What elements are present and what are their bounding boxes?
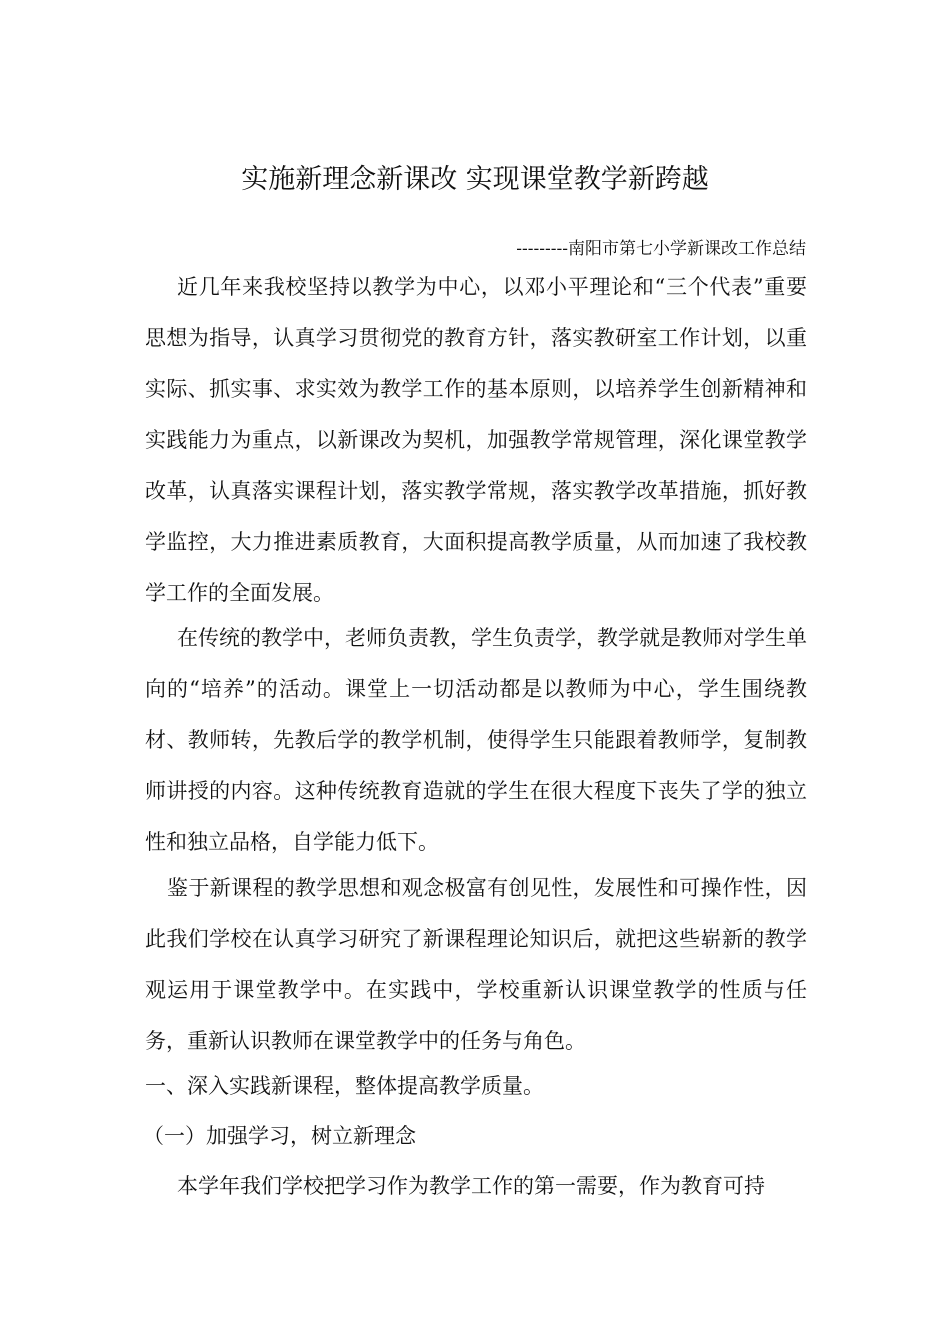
paragraph-intro: 近几年来我校坚持以教学为中心，以邓小平理论和“三个代表”重要思想为指导，认真学习贯彻党的教育方针，落实教研室工作计划，以重实际、抓实事、求实效为教学工作的基本原则，以培养学生创新精神和实践能力为重点，以新课改为契机，加强教学常规管理，深化课堂教学改革，认真落实课程计划，落实教学常规，落实教学改革措施，抓好教学监控，大力推进素质教育，大面积提高教学质量，从而加速了我校教学工作的全面发展。 [145, 275, 807, 605]
subsection-heading-1: （一）加强学习，树立新理念 [143, 1124, 416, 1148]
paragraph-new-curriculum: 鉴于新课程的教学思想和观念极富有创见性，发展性和可操作性，因此我们学校在认真学习研究了新课程理论知识后，就把这些崭新的教学观运用于课堂教学中。在实践中，学校重新认识课堂教学的性质与任务，重新认识教师在课堂教学中的任务与角色。 [145, 876, 807, 1053]
section-heading-1: 一、深入实践新课程，整体提高教学质量。 [145, 1074, 544, 1098]
document-title: 实施新理念新课改 实现课堂教学新跨越 [241, 164, 709, 195]
paragraph-traditional-teaching: 在传统的教学中，老师负责教，学生负责学，教学就是教师对学生单向的“培养”的活动。课堂上一切活动都是以教师为中心，学生围绕教材、教师转，先教后学的教学机制，使得学生只能跟着教师学，复制教师讲授的内容。这种传统教育造就的学生在很大程度下丧失了学的独立性和独立品格，自学能力低下。 [145, 626, 807, 854]
document-subtitle: ---------南阳市第七小学新课改工作总结 [516, 239, 806, 259]
paragraph-study: 本学年我们学校把学习作为教学工作的第一需要，作为教育可持 [177, 1174, 765, 1198]
